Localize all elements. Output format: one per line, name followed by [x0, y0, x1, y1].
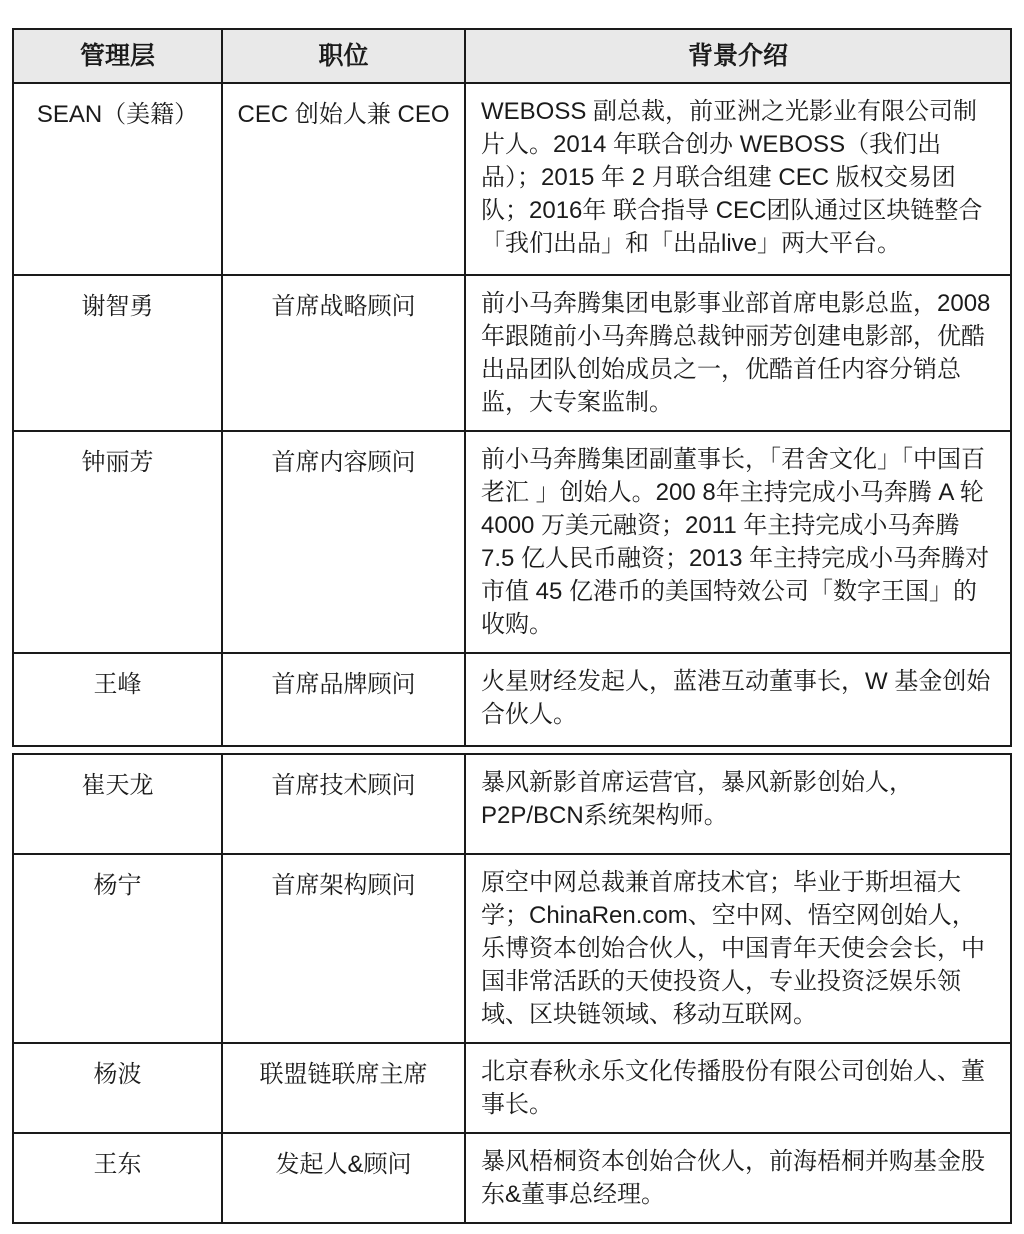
background-cell-text: 前小马奔腾集团副董事长，「君舍文化」「中国百老汇 」创始人。200 8年主持完成小马奔腾 A 轮 4000 万美元融资；2011 年主持完成小马奔腾 7.5 亿人民币融资；2013 年主持完成小马奔腾对市值 45 亿港币的美国特效公司「数字王国」的收购。 [481, 446, 990, 638]
background-cell [466, 432, 1010, 652]
manager-name-cell-text: 王峰 [93, 671, 142, 698]
background-cell [466, 84, 1010, 274]
position-cell-text: 联盟链联席主席 [259, 1061, 428, 1088]
manager-name-cell [14, 755, 223, 853]
column-header-background [466, 30, 1010, 82]
manager-name-cell [14, 654, 223, 745]
table-row [14, 1042, 1010, 1132]
column-header-position [223, 30, 466, 82]
background-cell-text: 原空中网总裁兼首席技术官；毕业于斯坦福大学；ChinaRen.com、空中网、悟空网创始人，乐博资本创始合伙人，中国青年天使会会长，中国非常活跃的天使投资人，专业投资泛娱乐领域、区块链领域、移动互联网。 [481, 869, 985, 1028]
table-row [14, 853, 1010, 1042]
background-cell-text: WEBOSS 副总裁，前亚洲之光影业有限公司制片人。2014 年联合创办 WEBOSS（我们出品）；2015 年 2 月联合组建 CEC 版权交易团队；2016年 联合指导 CEC团队通过区块链整合「我们出品」和「出品live」两大平台。 [481, 98, 983, 257]
manager-name-cell-text: 谢智勇 [81, 293, 154, 320]
position-cell-text: 首席内容顾问 [271, 449, 416, 476]
manager-name-cell-text: SEAN（美籍） [36, 101, 199, 128]
manager-name-cell [14, 855, 223, 1042]
table-row [14, 652, 1010, 745]
manager-name-cell-text: 崔天龙 [81, 772, 154, 799]
background-cell-text: 火星财经发起人，蓝港互动董事长，W 基金创始合伙人。 [481, 668, 991, 728]
management-table-lower [12, 753, 1012, 1224]
table-row [14, 1132, 1010, 1222]
manager-name-cell-text: 王东 [93, 1151, 142, 1178]
background-cell [466, 1044, 1010, 1132]
manager-name-cell-text: 钟丽芳 [81, 449, 154, 476]
manager-name-cell [14, 432, 223, 652]
table-row [14, 82, 1010, 274]
manager-name-cell-text: 杨宁 [93, 872, 142, 899]
manager-name-cell-text: 杨波 [93, 1061, 142, 1088]
position-cell [223, 432, 466, 652]
position-cell [223, 755, 466, 853]
position-cell [223, 654, 466, 745]
column-header-management-label: 管理层 [79, 41, 155, 70]
background-cell [466, 755, 1010, 853]
background-cell [466, 1134, 1010, 1222]
background-cell-text: 前小马奔腾集团电影事业部首席电影总监，2008 年跟随前小马奔腾总裁钟丽芳创建电影部，优酷出品团队创始成员之一，优酷首任内容分销总监，大专案监制。 [481, 290, 991, 416]
position-cell-text: 首席架构顾问 [271, 872, 416, 899]
position-cell [223, 1134, 466, 1222]
background-cell [466, 276, 1010, 430]
table-row [14, 755, 1010, 853]
table-row [14, 274, 1010, 430]
table-row [14, 430, 1010, 652]
background-cell [466, 855, 1010, 1042]
position-cell-text: 发起人&顾问 [275, 1151, 412, 1178]
position-cell-text: 首席品牌顾问 [271, 671, 416, 698]
manager-name-cell [14, 276, 223, 430]
background-cell [466, 654, 1010, 745]
position-cell [223, 855, 466, 1042]
position-cell [223, 276, 466, 430]
position-cell-text: CEC 创始人兼 CEO [237, 101, 450, 128]
position-cell-text: 首席技术顾问 [271, 772, 416, 799]
column-header-background-label: 背景介绍 [687, 41, 788, 70]
table-header-row [14, 30, 1010, 82]
manager-name-cell [14, 84, 223, 274]
position-cell-text: 首席战略顾问 [271, 293, 416, 320]
column-header-position-label: 职位 [318, 41, 369, 70]
background-cell-text: 暴风梧桐资本创始合伙人，前海梧桐并购基金股东&董事总经理。 [481, 1148, 985, 1208]
background-cell-text: 北京春秋永乐文化传播股份有限公司创始人、董事长。 [481, 1058, 985, 1118]
management-table-upper [12, 28, 1012, 747]
position-cell [223, 1044, 466, 1132]
position-cell [223, 84, 466, 274]
manager-name-cell [14, 1044, 223, 1132]
manager-name-cell [14, 1134, 223, 1222]
column-header-management [14, 30, 223, 82]
background-cell-text: 暴风新影首席运营官，暴风新影创始人，P2P/BCN系统架构师。 [481, 769, 913, 829]
